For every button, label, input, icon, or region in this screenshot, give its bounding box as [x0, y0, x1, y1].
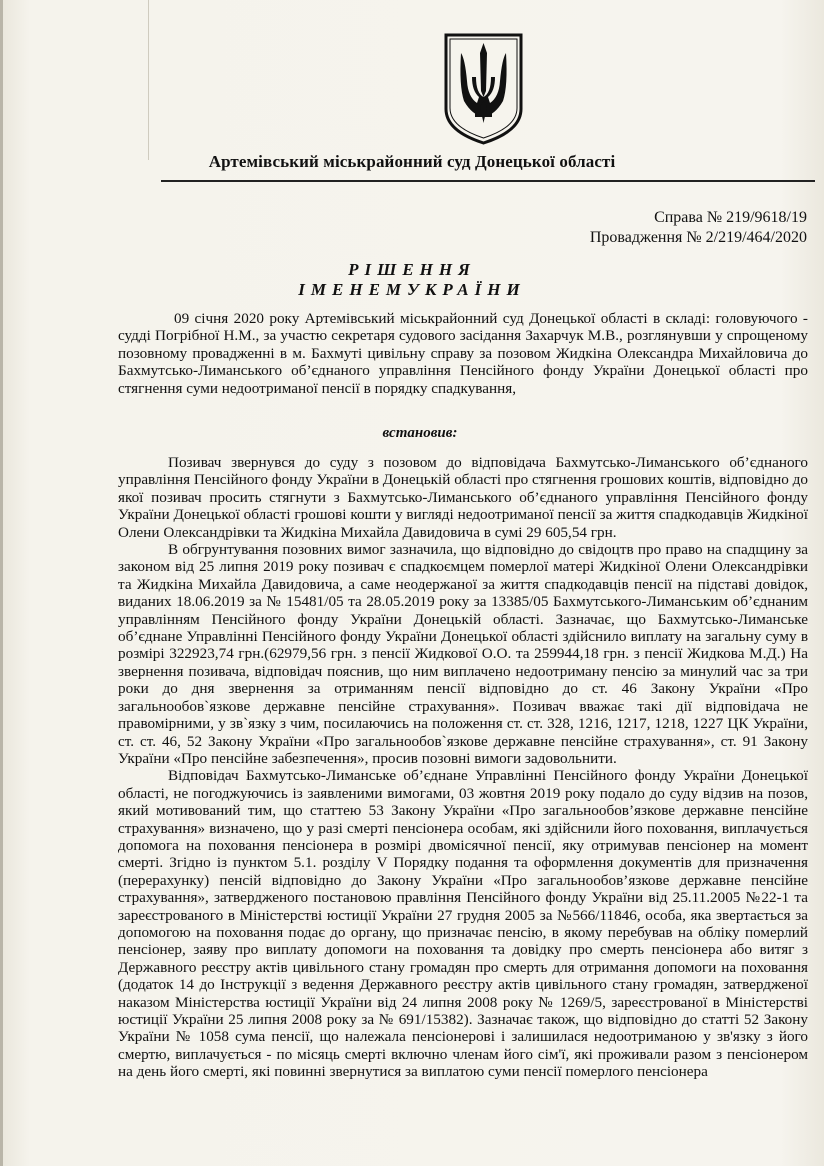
- case-numbers: [590, 208, 807, 248]
- document-title-line1: РІШЕННЯ: [348, 260, 476, 279]
- case-number: Справа № 219/9618/19: [654, 209, 807, 226]
- paragraph-defendant: Відповідач Бахмутсько-Лиманське об’єднане Управлінні Пенсійного фонду України Донецької області, не погоджуючись із заявленими вимогами, 03 жовтня 2019 року подало до суду відзив на позов, який мотивований тим, що статтею 53 Закону України «Про загальнообов’язкове державне пенсійне страхування» визначено, що у разі смерті пенсіонера особам, які здійснили його поховання, виплачується допомога на поховання пенсіонера в розмірі двомісячної пенсії, яку отримував пенсіонер на момент смерті. Згідно із пунктом 5.1. розділу V Порядку подання та оформлення документів для призначення (перерахунку) пенсій відповідно до Закону України «Про загальнообов’язкове державне пенсійне страхування», затвердженого постановою правління Пенсійного фонду України від 25.11.2005 №22-1 та зареєстрованого в Міністерстві юстиції України 27 грудня 2005 за №566/11846, особа, яка звертається за допомогою на поховання подає до органу, що призначає пенсію, в якому перебував на обліку померлий пенсіонер, заяву про виплату допомоги на поховання та довідку про смерть пенсіонера або витяг з Державного реєстру актів цивільного стану громадян про смерть для отримання допомоги на поховання (додаток 14 до Інструкції з ведення Державного реєстру актів цивільного стану громадян, затвердженої наказом Міністерства юстиції України від 24 липня 2008 року № 1269/5, зареєстрованої в Міністерстві юстиції України 25 липня 2008 року за № 691/15382). Зазначає також, що відповідно до статті 52 Закону України № 1058 сума пенсії, що належала пенсіонерові і залишилася недоотриманою у зв'язку з його смертю, виплачується - по місяць смерті включно членам його сім'ї, які проживали разом з пенсіонером на день його смерті, які повинні звернутися за виплатою суми пенсії померлого пенсіонера: [118, 767, 808, 1081]
- header-divider: [161, 180, 815, 182]
- paragraph-grounds: В обгрунтування позовних вимог зазначила, що відповідно до свідоцтв про право на спадщину за законом від 25 липня 2019 року позивач є спадкоємцем померлої матері Жидкіної Олени Олександрівки та Жидкіна Михайла Давидовича, а саме неодержаної за життя спадкодавців пенсії на підставі довідок, виданих 18.06.2019 за № 15481/05 та 28.05.2019 року за 13385/05 Бахмутського-Лиманським об’єднаним управлінням Пенсійного фонду України Донецькій області. Зазначає, що Бахмутсько-Лиманське об’єднане Управлінні Пенсійного фонду України Донецької області здійснило виплату на загальну суму в розмірі 322923,74 грн.(62979,56 грн. з пенсії Жидкової О.О. та 259944,18 грн. з пенсії Жидкова М.Д.) На звернення позивача, відповідач пояснив, що ним виплачено недоотриману пенсію за минулий час за три роки до дня звернення за отриманням пенсії відповідно до ст. 46 Закону України «Про загальнообов`язкове державне пенсійне страхування». Позивач вважає такі дії відповідача не правомірними, у зв`язку з чим, посилаючись на положення ст. ст. 328, 1216, 1217, 1218, 1227 ЦК України, ст. ст. 46, 52 Закону України «Про загальнообов`язкове державне пенсійне страхування», ст. 91 Закону України «Про пенсійне забезпечення», просив позовні вимоги задовольнити.: [118, 541, 808, 767]
- body-text: [118, 454, 808, 1081]
- page-left-edge: [0, 0, 3, 1166]
- intro-paragraph: 09 січня 2020 року Артемівський міськрайонний суд Донецької області в складі: головуючого - судді Погрібної Н.М., за участю секретаря судового засідання Захарчук М.В., розглянувши у спрощеному позовному провадженні в м. Бахмуті цивільну справу за позовом Жидкіна Олександра Михайловича до Бахмутсько-Лиманського об’єднаного управління Пенсійного фонду України Донецької області про стягнення суми недоотриманої пенсії в порядку спадкування,: [118, 310, 808, 397]
- document-title-line2: ІМЕНЕМУКРАЇНИ: [298, 280, 526, 299]
- scan-fold-line: [148, 0, 149, 160]
- paragraph-claim: Позивач звернувся до суду з позовом до відповідача Бахмутсько-Лиманського об’єднаного управління Пенсійного фонду України в Донецькій області про стягнення грошових коштів, відповідно до якої позивач просить стягнути з Бахмутсько-Лиманського об’єднаного управління Пенсійного фонду України Донецької області грошові кошти у вигляді недоотриманої пенсії за життя спадкодавців Жидкіної Олени Олександрівки та Жидкіна Михайла Давидовича в сумі 29 605,54 грн.: [118, 454, 808, 541]
- court-name: Артемівський міськрайонний суд Донецької області: [208, 152, 616, 171]
- trident-coat-of-arms-icon: [442, 31, 525, 146]
- established-heading: встановив:: [382, 425, 458, 441]
- proceeding-number: Провадження № 2/219/464/2020: [589, 229, 807, 246]
